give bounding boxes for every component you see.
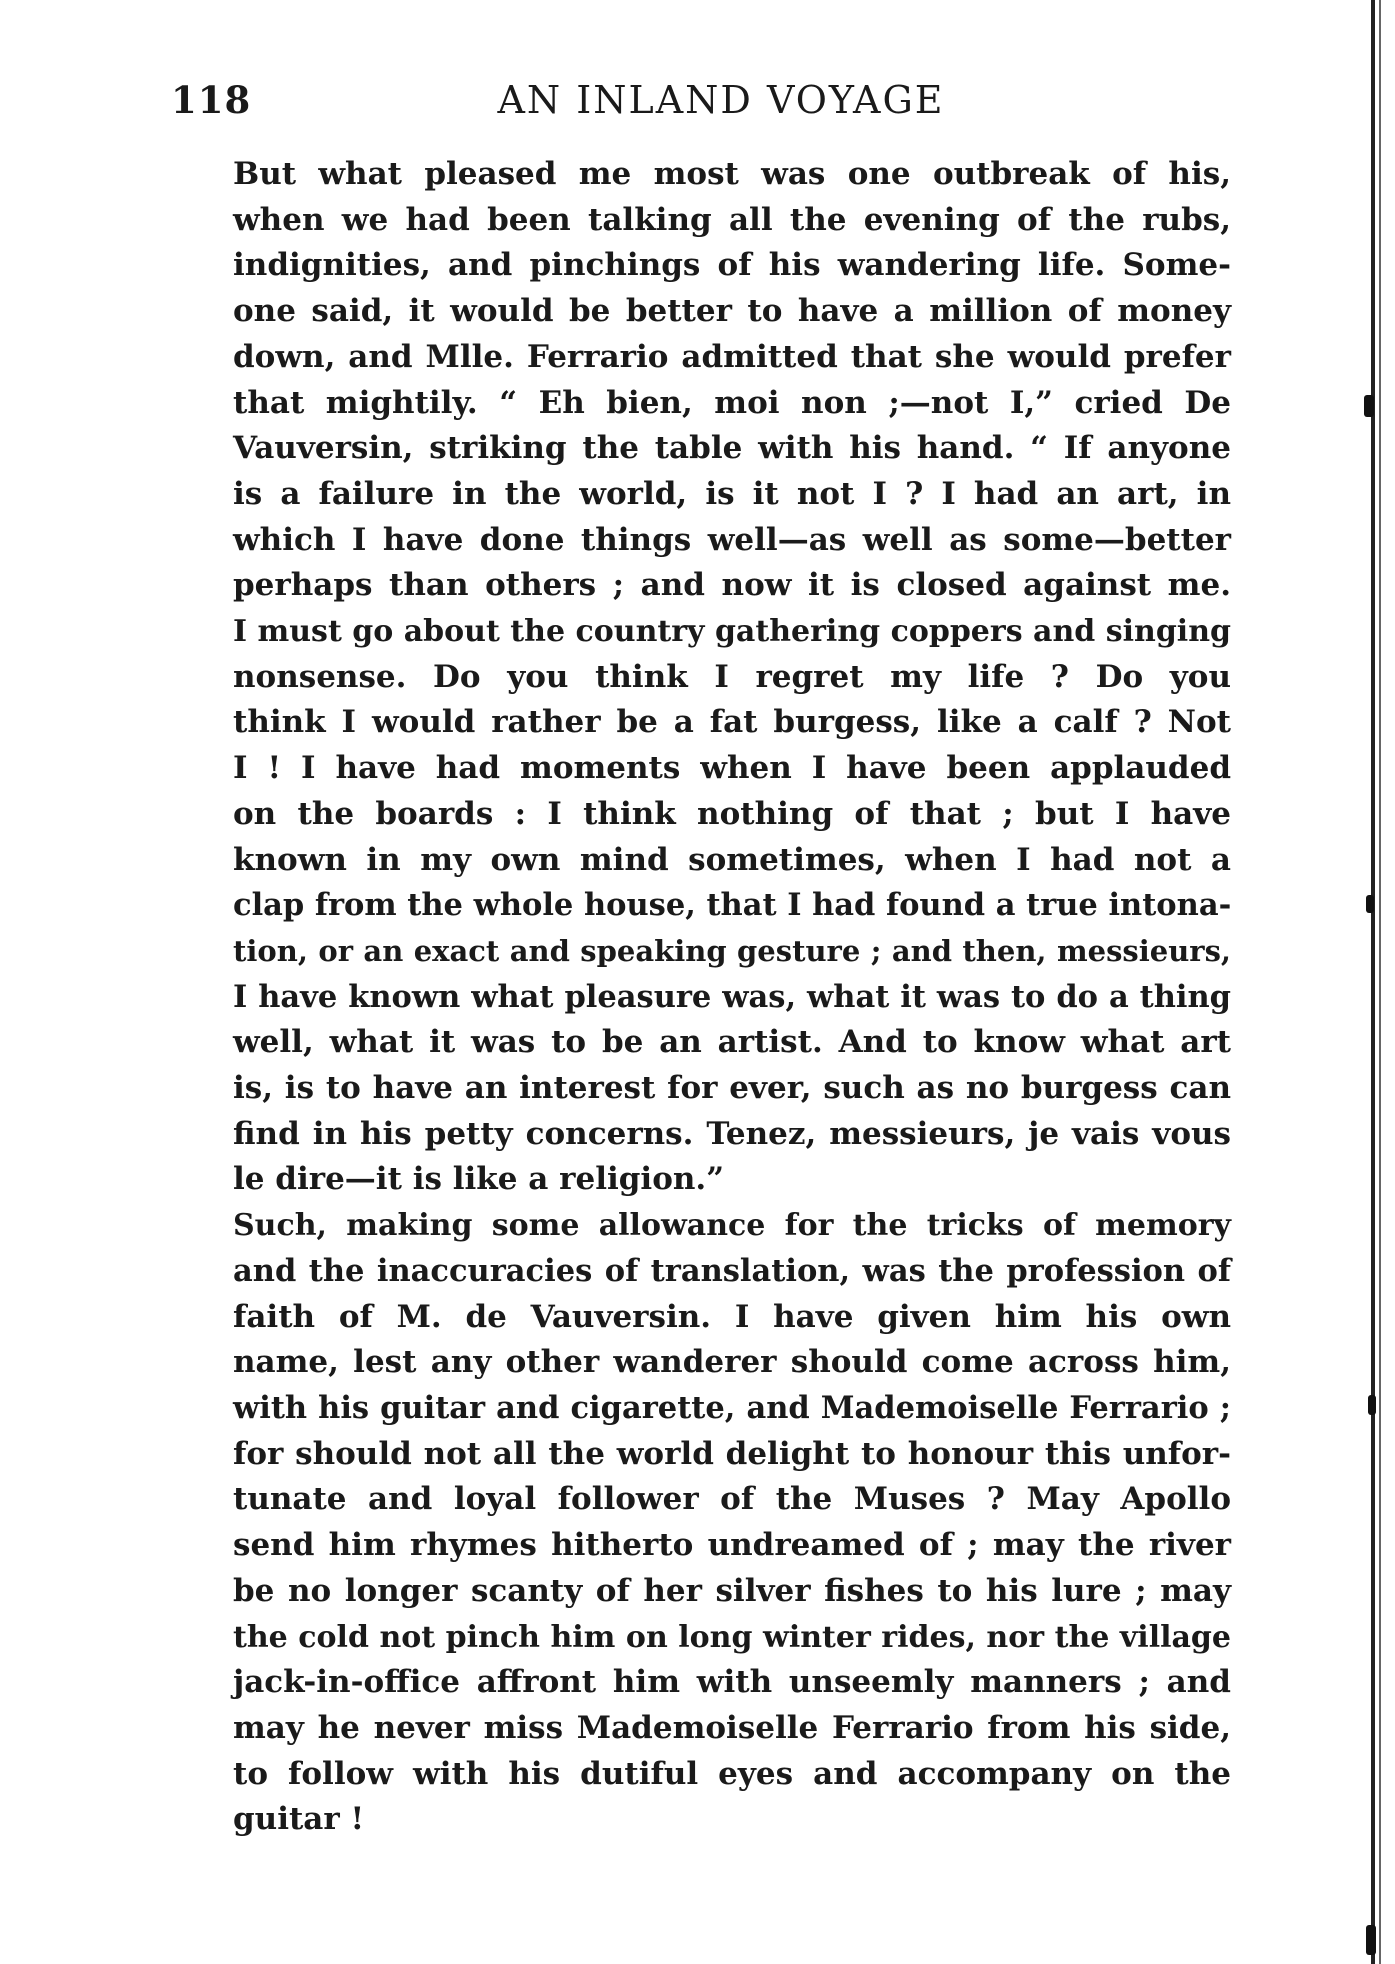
page-edge-shadow [1379, 0, 1381, 1964]
binding-mark [1366, 1925, 1376, 1955]
text-line: that mightily. “ Eh bien, moi non ;—not I,” cried De [233, 384, 1231, 421]
text-line: think I would rather be a fat burgess, like a calf ? Not [233, 704, 1231, 741]
text-line: on the boards : I think nothing of that ; but I have [233, 795, 1231, 832]
text-line: clap from the whole house, that I had found a true intona- [233, 887, 1232, 924]
text-line: find in his petty concerns. Tenez, messieurs, je vais vous [233, 1115, 1231, 1152]
paragraph-2 [171, 1203, 1231, 1843]
page-header [171, 78, 1231, 138]
text-line: jack-in-office affront him with unseemly manners ; and [233, 1664, 1231, 1701]
binding-mark [1364, 395, 1374, 417]
text-line: nonsense. Do you think I regret my life ? Do you [233, 658, 1231, 695]
text-line: with his guitar and cigarette, and Mademoiselle Ferrario ; [233, 1389, 1231, 1426]
text-line: one said, it would be better to have a million of money [233, 293, 1231, 330]
text-line: perhaps than others ; and now it is closed against me. [233, 567, 1231, 604]
text-line: for should not all the world delight to honour this unfor- [233, 1435, 1231, 1472]
text-line: faith of M. de Vauversin. I have given him his own [233, 1298, 1231, 1335]
body-text [171, 152, 1231, 1843]
text-line: known in my own mind sometimes, when I had not a [233, 841, 1231, 878]
text-line: tunate and loyal follower of the Muses ? May Apollo [233, 1481, 1231, 1518]
text-line: name, lest any other wanderer should come across him, [233, 1344, 1231, 1381]
page-number: 118 [171, 78, 252, 122]
text-line: I must go about the country gathering coppers and singing [233, 614, 1231, 650]
text-line: tion, or an exact and speaking gesture ; and then, messieurs, [233, 933, 1231, 968]
text-line: indignities, and pinchings of his wandering life. Some- [233, 247, 1231, 284]
text-line: may he never miss Mademoiselle Ferrario from his side, [233, 1709, 1231, 1746]
text-line: and the inaccuracies of translation, was the profession of [233, 1252, 1231, 1289]
text-line: is a failure in the world, is it not I ? I had an art, in [233, 475, 1231, 512]
text-line: be no longer scanty of her silver fishes to his lure ; may [233, 1572, 1231, 1609]
text-line: well, what it was to be an artist. And to know what art [233, 1024, 1231, 1061]
text-line: down, and Mlle. Ferrario admitted that she would prefer [233, 338, 1231, 375]
text-line: which I have done things well—as well as some—better [233, 521, 1231, 558]
text-line: when we had been talking all the evening of the rubs, [233, 201, 1231, 238]
text-line: I ! I have had moments when I have been applauded [233, 750, 1231, 787]
text-line: le dire—it is like a religion.” [233, 1161, 725, 1198]
text-line: send him rhymes hitherto undreamed of ; may the river [233, 1527, 1231, 1564]
text-line: I have known what pleasure was, what it was to do a thing [233, 978, 1231, 1015]
paragraph-1 [171, 152, 1231, 1203]
page-edge-rule [1371, 0, 1375, 1964]
running-title: AN INLAND VOYAGE [497, 78, 945, 122]
binding-mark [1366, 895, 1374, 913]
text-line: guitar ! [233, 1801, 365, 1838]
text-line: Vauversin, striking the table with his hand. “ If anyone [233, 430, 1231, 467]
binding-mark [1368, 1395, 1376, 1415]
text-line: to follow with his dutiful eyes and accompany on the [233, 1755, 1231, 1792]
text-line: Such, making some allowance for the tricks of memory [233, 1208, 1231, 1244]
text-line: But what pleased me most was one outbreak of his, [233, 156, 1231, 192]
text-line: the cold not pinch him on long winter rides, nor the village [233, 1619, 1231, 1655]
text-line: is, is to have an interest for ever, such as no burgess can [233, 1070, 1231, 1107]
